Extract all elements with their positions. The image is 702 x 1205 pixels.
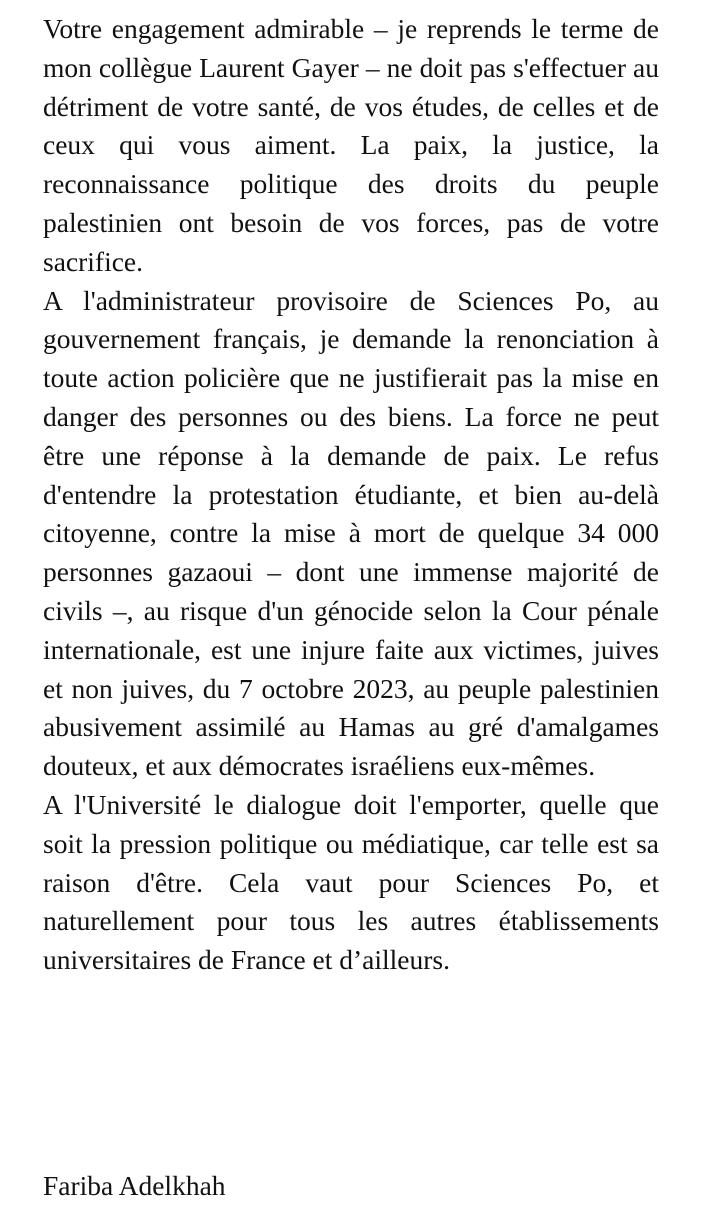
signature: Fariba Adelkhah xyxy=(43,1170,226,1201)
paragraph-demand-to-administrator: A l'administrateur provisoire de Sciences Po, au gouvernement français, je demande la renonciation à toute action policière que ne justifierait pas la mise en danger des personnes ou des biens. La force ne peut être une réponse à la demande de paix. Le refus d'entendre la protestation étudiante, et bien au-delà citoyenne, contre la mise à mort de quelque 34 000 personnes gazaoui – dont une immense majorité de civils –, au risque d'un génocide selon la Cour pénale internationale, est une injure faite aux victimes, juives et non juives, du 7 octobre 2023, au peuple palestinien abusivement assimilé au Hamas au gré d'amalgames douteux, et aux démocrates israéliens eux-mêmes. xyxy=(43,284,659,782)
paragraph-engagement: Votre engagement admirable – je reprends le terme de mon collègue Laurent Gayer – ne doit pas s'effectuer au détriment de votre santé, de vos études, de celles et de ceux qui vous aiment. La paix, la justice, la reconnaissance politique des droits du peuple palestinien ont besoin de vos forces, pas de votre sacrifice. xyxy=(43,13,659,277)
paragraph-university-dialogue: A l'Université le dialogue doit l'emporter, quelle que soit la pression politique ou médiatique, car telle est sa raison d'être. Cela vaut pour Sciences Po, et naturellement pour tous les autres établissements universitaires de France et d’ailleurs. xyxy=(43,788,659,976)
